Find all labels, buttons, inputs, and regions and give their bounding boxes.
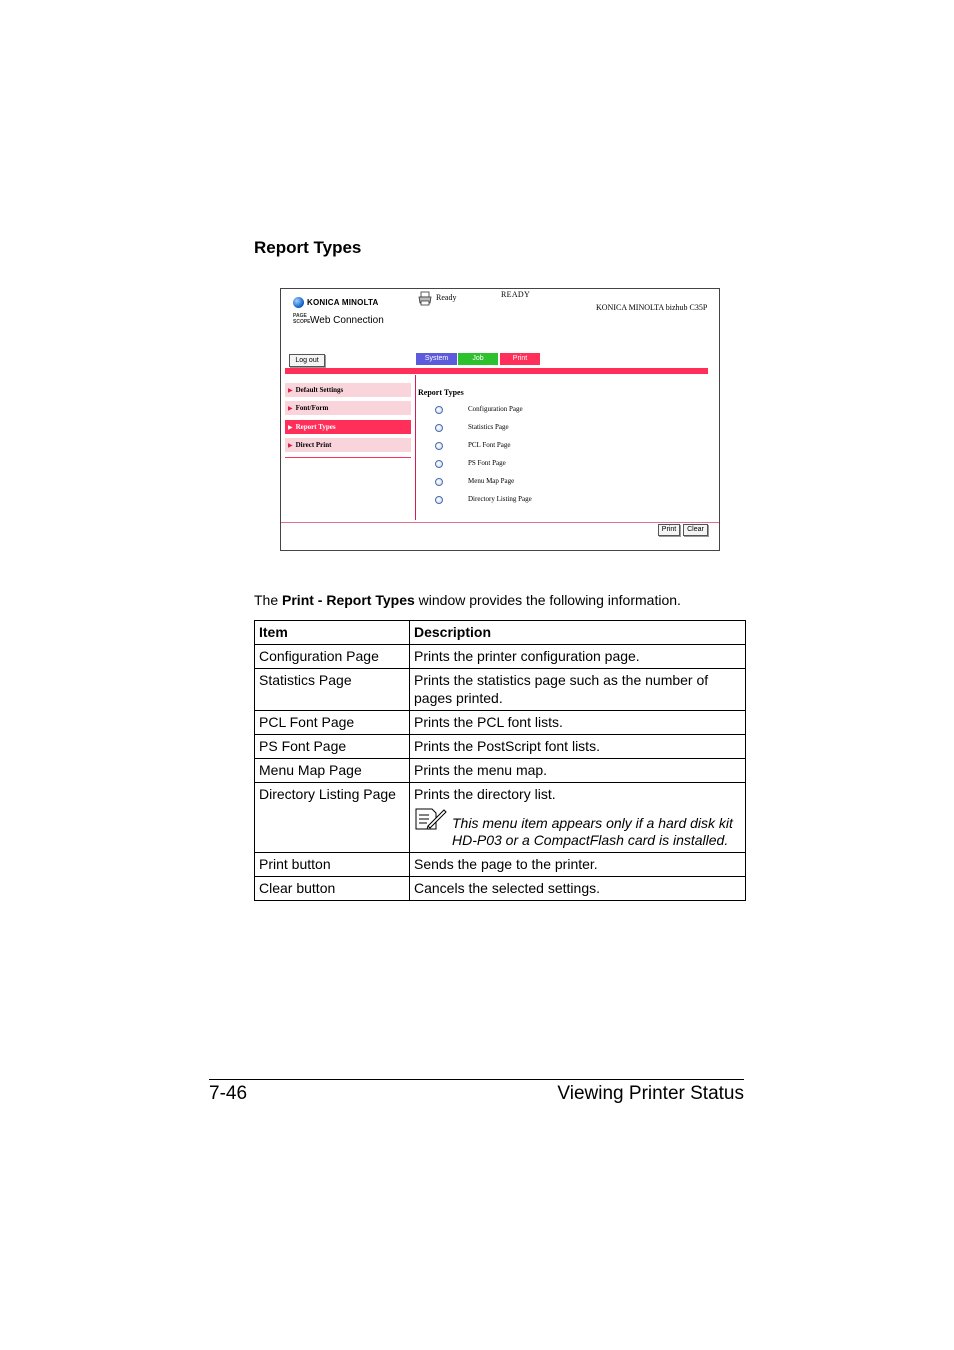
sidebar-item-report-types[interactable]	[285, 420, 411, 434]
print-button[interactable]: Print	[658, 524, 680, 536]
pagescope-logo	[293, 311, 384, 327]
sidebar-item-label: Default Settings	[295, 386, 344, 394]
footer-rule	[209, 1079, 744, 1080]
note-text: This menu item appears only if a hard disk kit HD-P03 or a CompactFlash card is installed.	[452, 815, 733, 848]
arrow-right-icon: ▶	[288, 443, 293, 449]
arrow-right-icon: ▶	[288, 425, 293, 431]
radio-menu-map-page[interactable]	[435, 478, 443, 486]
description-cell: Prints the statistics page such as the number of pages printed.	[410, 669, 746, 711]
note-pencil-icon	[414, 807, 448, 831]
note	[414, 807, 741, 849]
item-cell: Statistics Page	[255, 669, 410, 711]
description-text: Prints the directory list.	[414, 786, 556, 802]
arrow-right-icon: ▶	[288, 388, 293, 394]
item-cell: PS Font Page	[255, 735, 410, 759]
sidebar-item-default-settings[interactable]	[285, 383, 411, 397]
tab-print[interactable]: Print	[500, 353, 540, 365]
description-cell: Sends the page to the printer.	[410, 853, 746, 877]
table-row	[255, 735, 746, 759]
description-cell: Prints the PCL font lists.	[410, 711, 746, 735]
radio-statistics-page[interactable]	[435, 424, 443, 432]
intro-paragraph	[254, 592, 681, 608]
product-name: Web Connection	[310, 314, 384, 326]
panel-title: Report Types	[418, 388, 464, 397]
chapter-title: Viewing Printer Status	[557, 1083, 744, 1104]
logout-button[interactable]: Log out	[289, 354, 325, 367]
table-row	[255, 669, 746, 711]
pagescope-mark-line-2: SCOPE	[293, 319, 311, 326]
description-cell: Prints the PostScript font lists.	[410, 735, 746, 759]
status-ready: Ready	[436, 293, 457, 302]
table-row	[255, 853, 746, 877]
sidebar-item-label: Direct Print	[295, 441, 332, 449]
menu-divider	[285, 457, 411, 458]
option-label: Menu Map Page	[468, 477, 515, 485]
intro-text-before: The	[254, 592, 283, 608]
sidebar-item-label: Font/Form	[295, 404, 329, 412]
status-ready-upper: READY	[501, 290, 531, 299]
description-cell: Prints the printer configuration page.	[410, 645, 746, 669]
item-cell: Directory Listing Page	[255, 783, 410, 853]
table-row	[255, 711, 746, 735]
header-bar	[285, 368, 708, 374]
description-cell: Prints the menu map.	[410, 759, 746, 783]
option-label: Directory Listing Page	[468, 495, 532, 503]
tab-system[interactable]: System	[416, 353, 457, 365]
web-connection-screenshot	[280, 288, 720, 551]
table-header-row	[255, 621, 746, 645]
radio-directory-listing-page[interactable]	[435, 496, 443, 504]
intro-window-name: Print - Report Types	[282, 592, 415, 608]
globe-icon	[293, 297, 304, 308]
brand-name: KONICA MINOLTA	[307, 297, 379, 307]
arrow-right-icon: ▶	[288, 406, 293, 412]
column-header-description: Description	[410, 621, 746, 645]
sidebar-item-font-form[interactable]	[285, 401, 411, 415]
pagescope-mark-line-1: PAGE	[293, 313, 307, 320]
radio-configuration-page[interactable]	[435, 406, 443, 414]
table-row	[255, 645, 746, 669]
item-cell: Clear button	[255, 877, 410, 901]
description-cell	[410, 783, 746, 853]
page-number: 7-46	[209, 1083, 248, 1104]
pagescope-icon	[293, 313, 309, 327]
item-cell: Menu Map Page	[255, 759, 410, 783]
item-cell: PCL Font Page	[255, 711, 410, 735]
table-row	[255, 877, 746, 901]
table-row	[255, 759, 746, 783]
sidebar-item-label: Report Types	[295, 423, 336, 431]
intro-text-after: window provides the following information.	[414, 592, 681, 608]
info-table	[254, 620, 746, 901]
radio-pcl-font-page[interactable]	[435, 442, 443, 450]
option-label: PS Font Page	[468, 459, 506, 467]
table-row	[255, 783, 746, 853]
description-cell: Cancels the selected settings.	[410, 877, 746, 901]
footer-divider	[281, 522, 719, 523]
printer-icon	[418, 291, 432, 306]
sidebar-item-direct-print[interactable]	[285, 438, 411, 452]
radio-ps-font-page[interactable]	[435, 460, 443, 468]
item-cell: Configuration Page	[255, 645, 410, 669]
option-label: Configuration Page	[468, 405, 523, 413]
tab-job[interactable]: Job	[458, 353, 498, 365]
option-label: PCL Font Page	[468, 441, 511, 449]
konica-minolta-logo	[293, 293, 393, 307]
column-header-item: Item	[255, 621, 410, 645]
clear-button[interactable]: Clear	[683, 524, 708, 536]
item-cell: Print button	[255, 853, 410, 877]
section-title: Report Types	[254, 238, 362, 257]
option-label: Statistics Page	[468, 423, 509, 431]
printer-model: KONICA MINOLTA bizhub C35P	[596, 303, 708, 312]
vertical-divider	[415, 375, 416, 520]
